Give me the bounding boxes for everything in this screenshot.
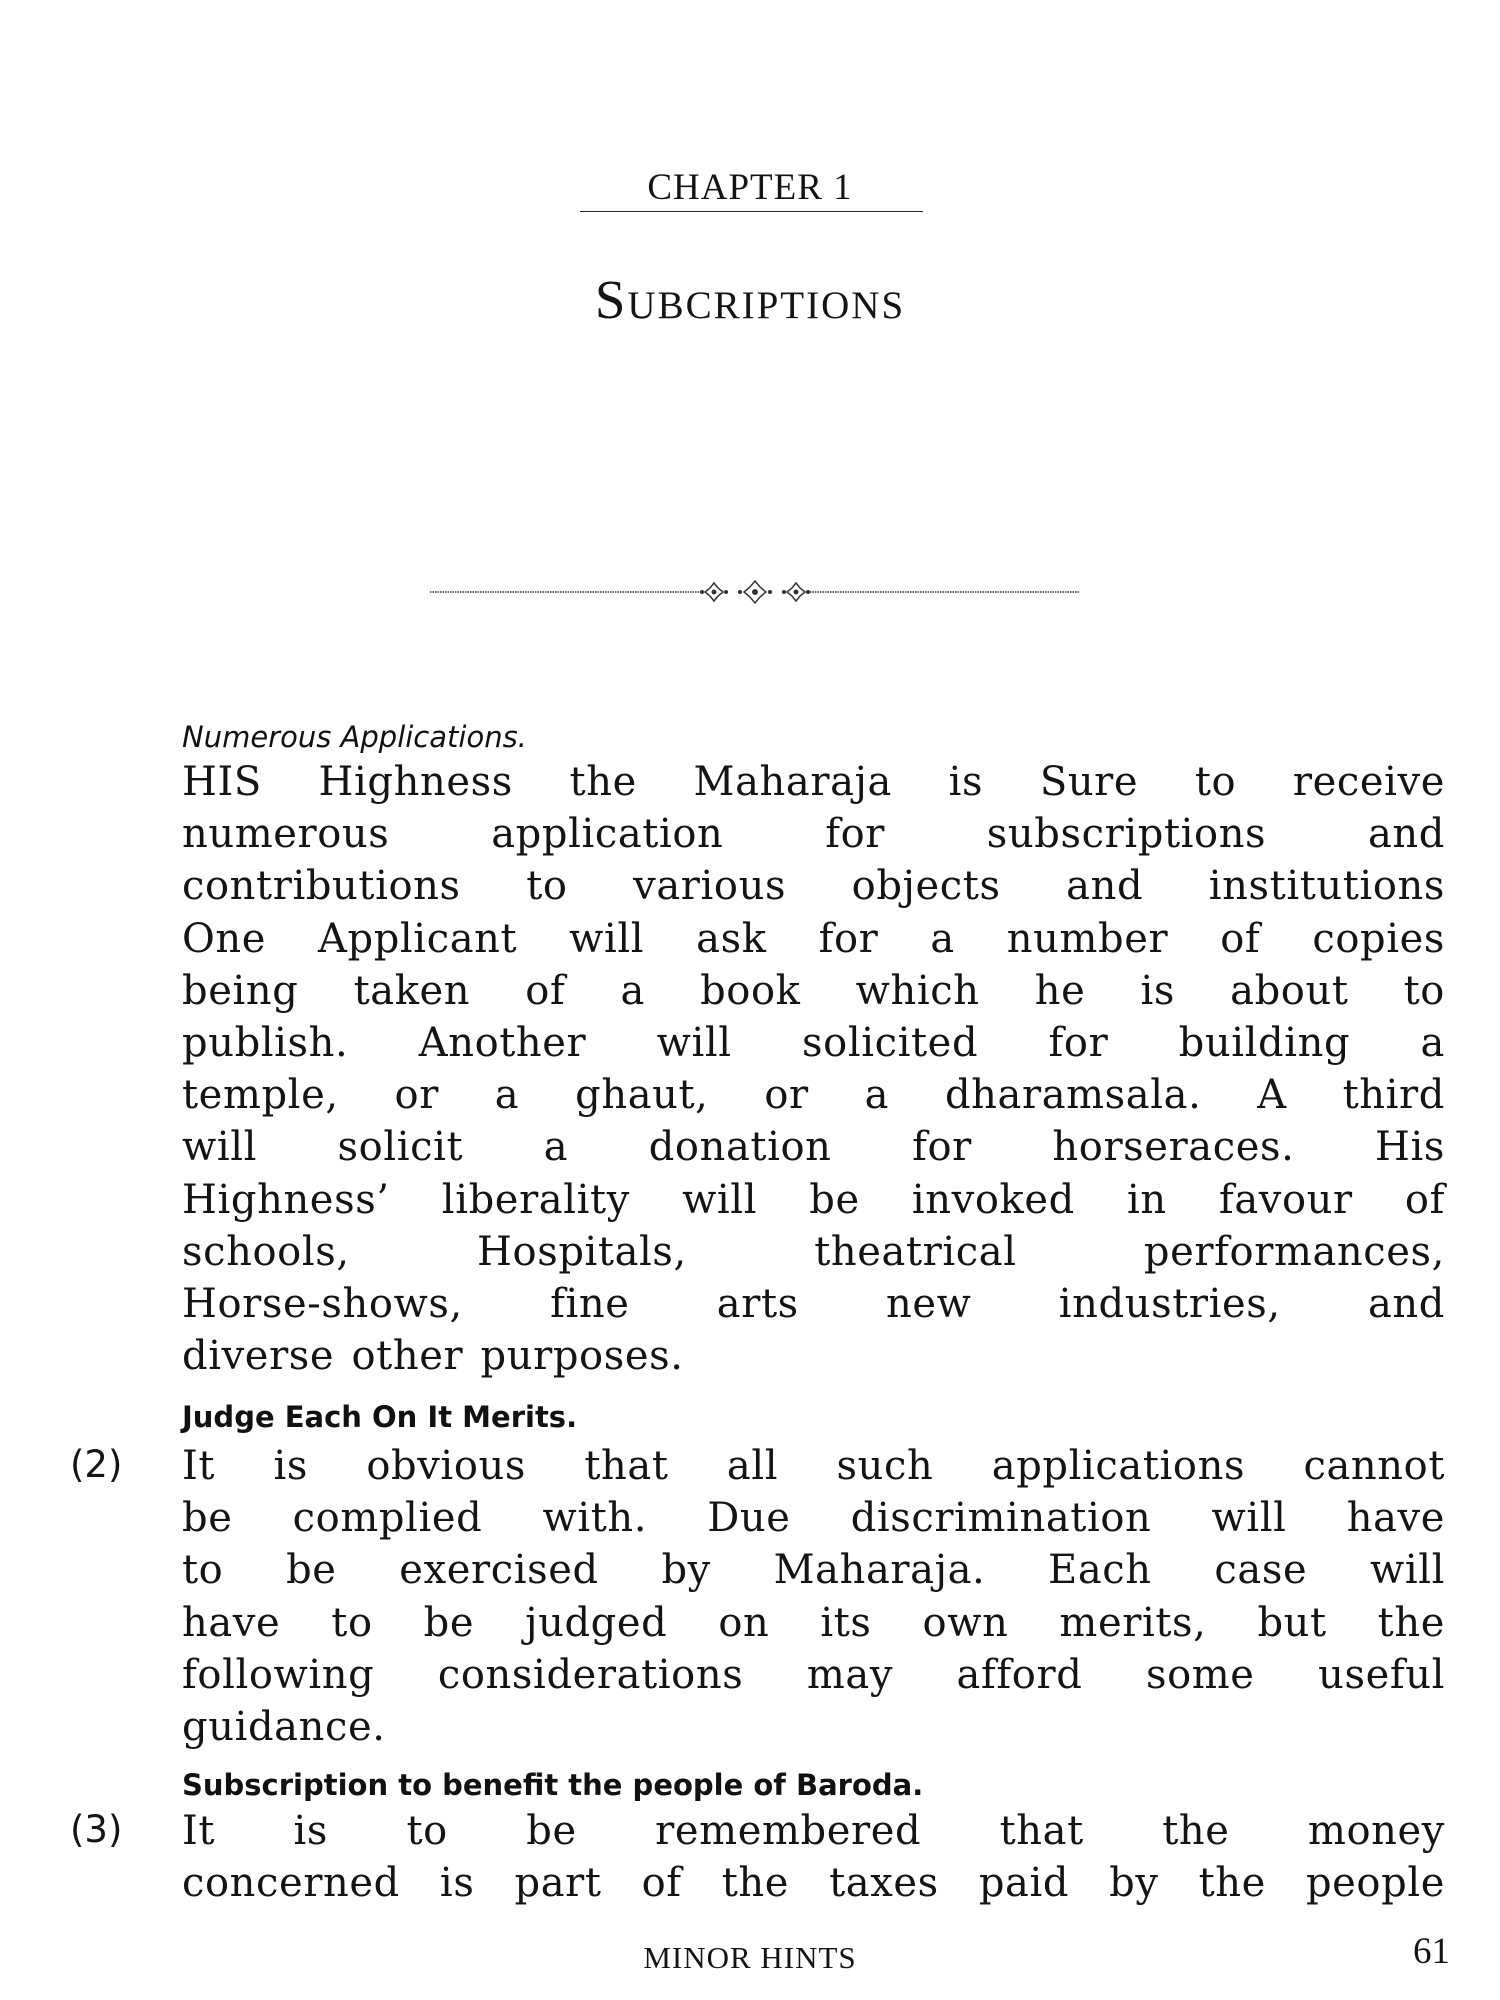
running-footer-title: MINOR HINTS	[643, 1940, 857, 1975]
text-line: It is to be remembered that the money	[182, 1808, 1445, 1854]
text-line: diverse other purposes.	[182, 1333, 684, 1380]
text-line: One Applicant will ask for a number of copies	[182, 915, 1445, 962]
chapter-title: Subcriptions	[594, 269, 906, 330]
paragraph-judge-each	[182, 1440, 1445, 1753]
text-line: Horse-shows, fine arts new industries, and	[182, 1280, 1445, 1327]
ornamental-divider	[430, 575, 1080, 609]
text-line: contributions to various objects and institutions	[182, 863, 1445, 910]
page-number: 61	[1413, 1931, 1450, 1972]
text-line: temple, or a ghaut, or a dharamsala. A third	[182, 1072, 1445, 1119]
text-line: Highness’ liberality will be invoked in favour of	[182, 1176, 1445, 1223]
text-line: being taken of a book which he is about to	[182, 967, 1445, 1014]
text-line: concerned is part of the taxes paid by the people	[182, 1860, 1445, 1907]
chapter-label: CHAPTER 1	[647, 167, 853, 208]
text-line: publish. Another will solicited for building a	[182, 1019, 1445, 1066]
text-line: numerous application for subscriptions and	[182, 811, 1445, 858]
section-heading-judge-each: Judge Each On It Merits.	[182, 1400, 578, 1434]
paragraph-number: (2)	[70, 1443, 123, 1486]
text-line: It is obvious that all such applications cannot	[182, 1443, 1445, 1489]
text-line: will solicit a donation for horseraces. His	[182, 1124, 1445, 1171]
paragraph-subscription-baroda	[182, 1805, 1445, 1909]
text-line: schools, Hospitals, theatrical performances,	[182, 1228, 1445, 1275]
text-line: following considerations may afford some useful	[182, 1651, 1445, 1698]
section-heading-subscription-baroda: Subscription to benefit the people of Baroda.	[182, 1768, 924, 1802]
chapter-underline	[580, 211, 923, 212]
text-line: be complied with. Due discrimination will have	[182, 1495, 1445, 1542]
text-line: HIS Highness the Maharaja is Sure to receive	[182, 759, 1445, 805]
text-line: have to be judged on its own merits, but the	[182, 1599, 1445, 1646]
paragraph-number: (3)	[70, 1808, 123, 1851]
text-line: guidance.	[182, 1703, 386, 1750]
section-heading-numerous-applications: Numerous Applications.	[182, 720, 527, 754]
text-line: to be exercised by Maharaja. Each case will	[182, 1547, 1445, 1594]
paragraph-numerous-applications	[182, 756, 1445, 1382]
